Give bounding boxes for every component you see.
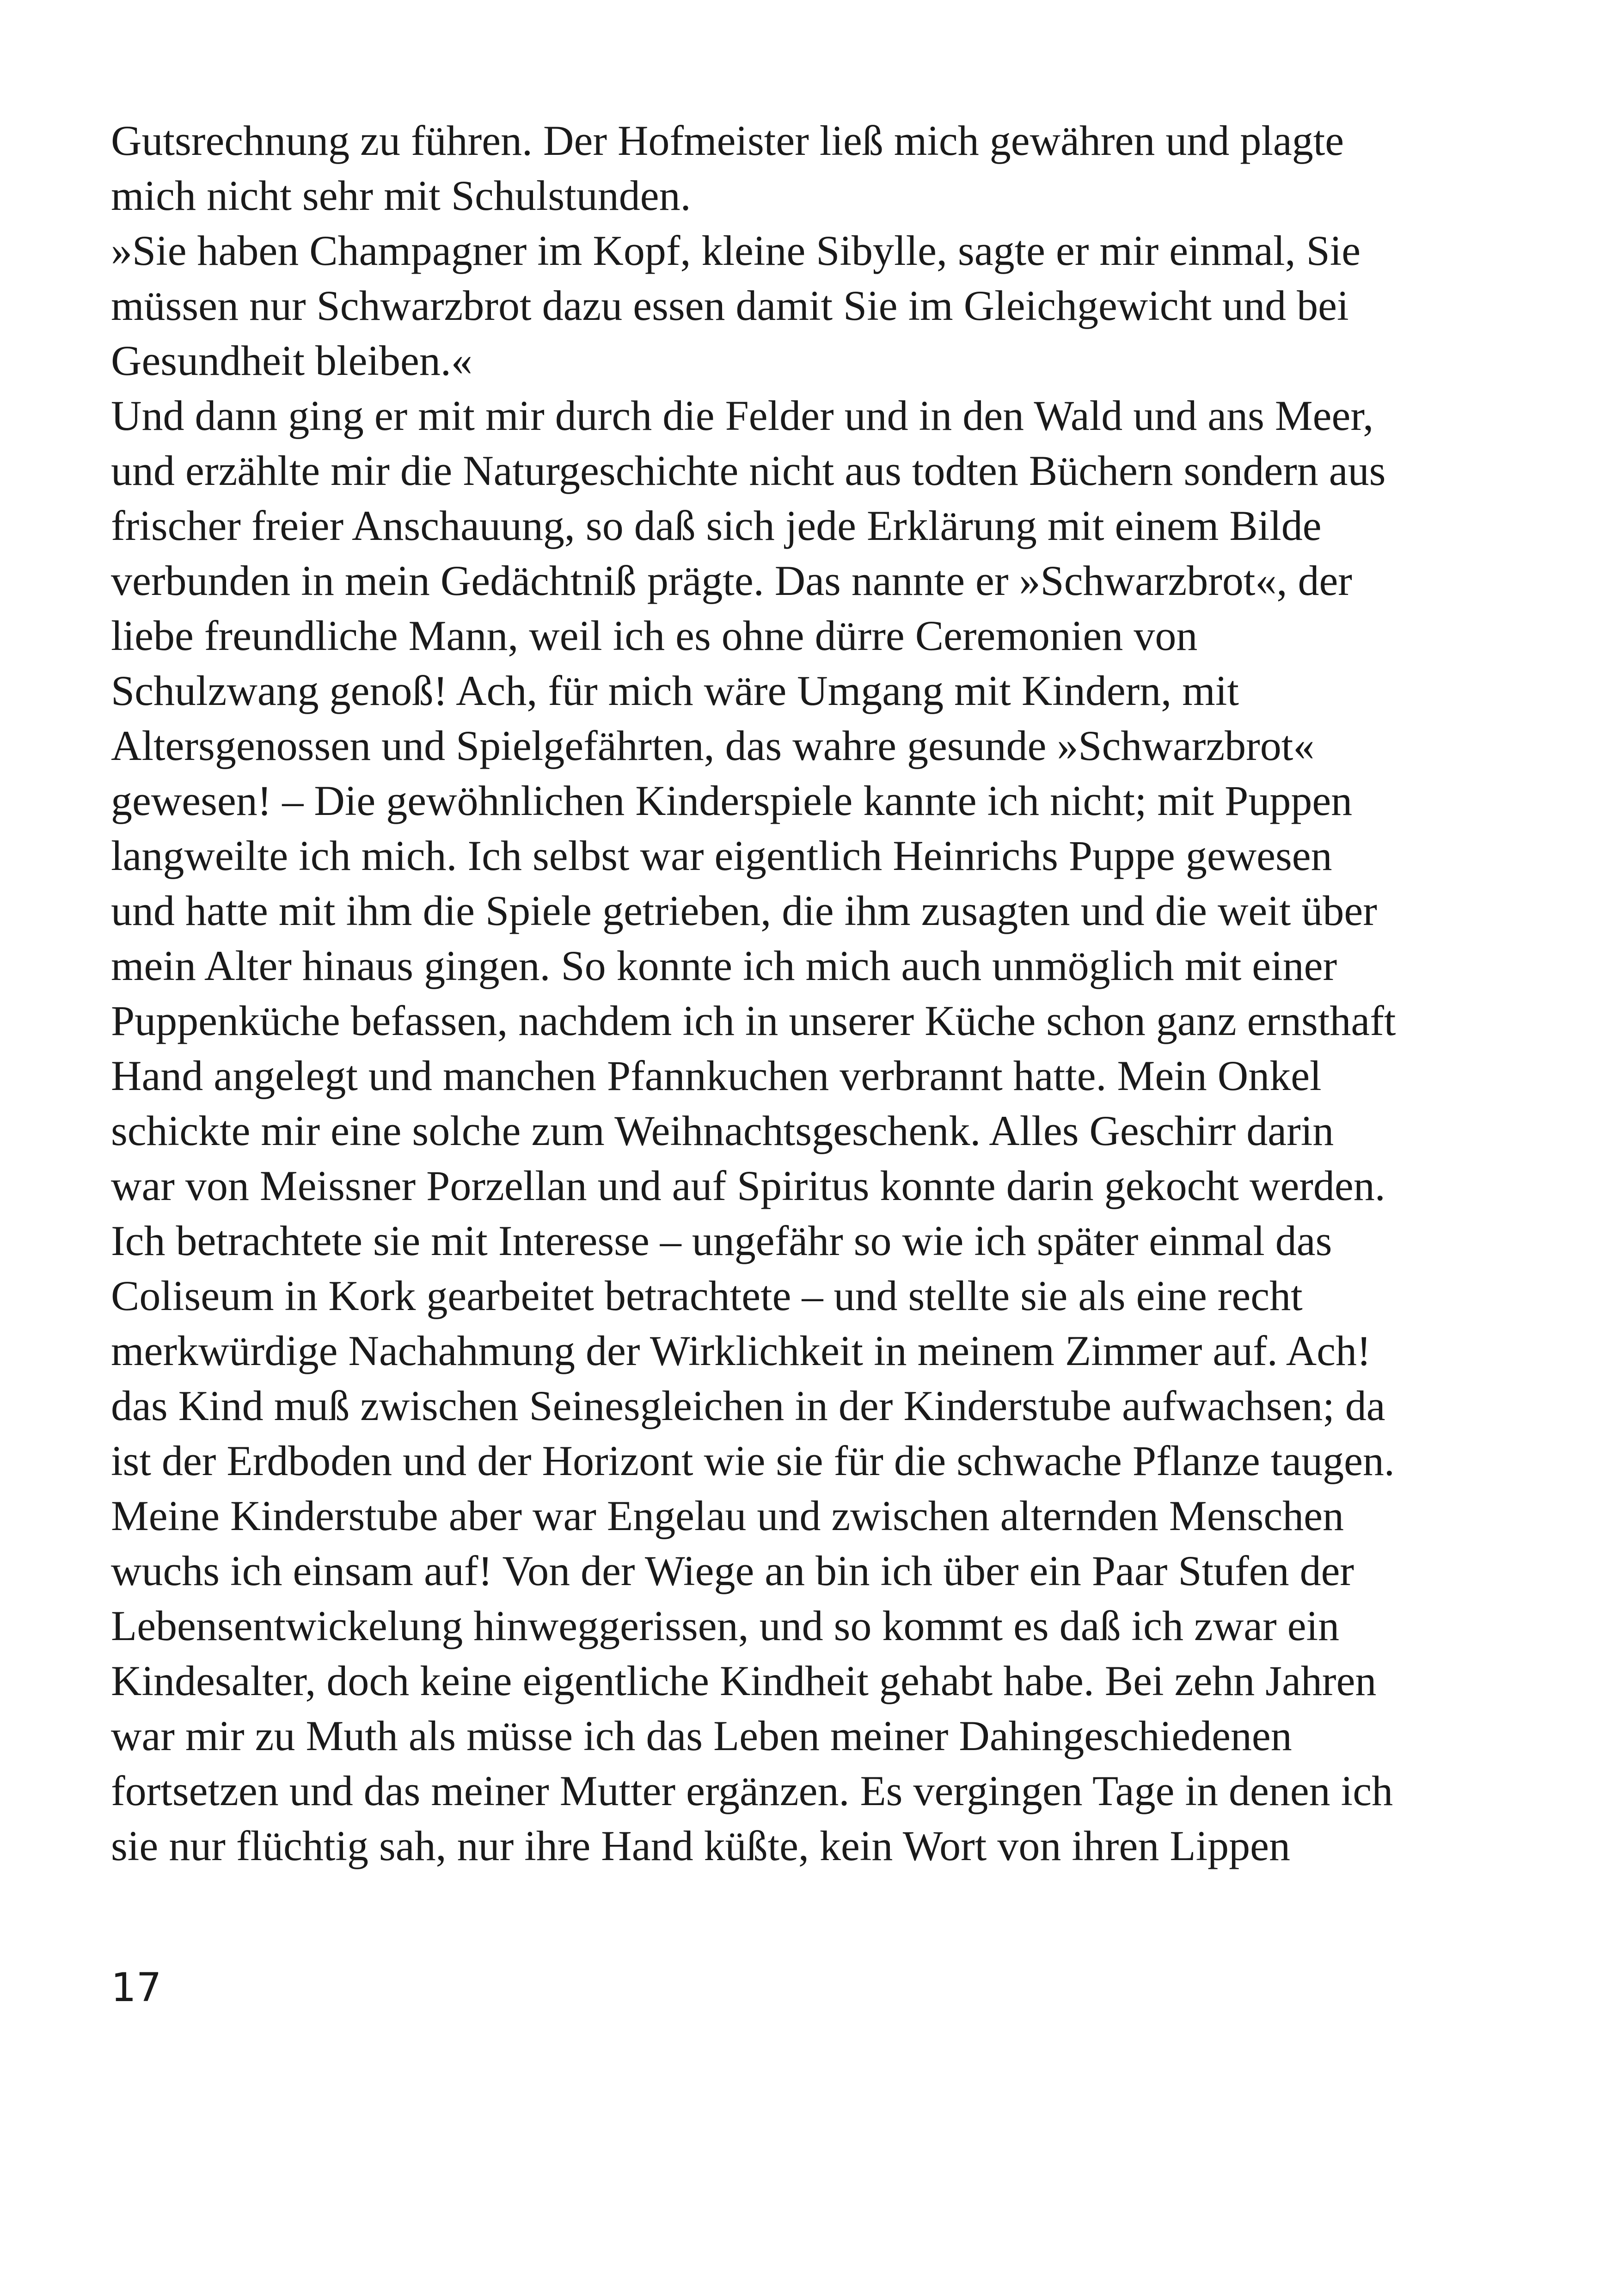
text-line: und erzählte mir die Naturgeschichte nicht aus todten Büchern sondern aus [111,447,1386,494]
text-line: schickte mir eine solche zum Weihnachtsgeschenk. Alles Geschirr darin [111,1107,1334,1154]
text-line: Lebensentwickelung hinweggerissen, und so kommt es daß ich zwar ein [111,1602,1340,1649]
text-line: mein Alter hinaus gingen. So konnte ich mich auch unmöglich mit einer [111,942,1337,989]
text-line: merkwürdige Nachahmung der Wirklichkeit in meinem Zimmer auf. Ach! [111,1327,1371,1374]
text-line: Ich betrachtete sie mit Interesse – ungefähr so wie ich später einmal das [111,1217,1332,1264]
text-line: müssen nur Schwarzbrot dazu essen damit Sie im Gleichgewicht und bei [111,282,1349,329]
text-line: Schulzwang genoß! Ach, für mich wäre Umgang mit Kindern, mit [111,667,1239,714]
text-line: »Sie haben Champagner im Kopf, kleine Sibylle, sagte er mir einmal, Sie [111,227,1361,274]
body-text [111,113,1526,1874]
text-line: Coliseum in Kork gearbeitet betrachtete – und stellte sie als eine recht [111,1272,1303,1319]
text-line: war von Meissner Porzellan und auf Spiritus konnte darin gekocht werden. [111,1162,1385,1209]
text-line: Hand angelegt und manchen Pfannkuchen verbrannt hatte. Mein Onkel [111,1052,1322,1099]
text-line: Und dann ging er mit mir durch die Felder und in den Wald und ans Meer, [111,392,1374,439]
text-line: Kindesalter, doch keine eigentliche Kindheit gehabt habe. Bei zehn Jahren [111,1657,1377,1704]
text-line: frischer freier Anschauung, so daß sich jede Erklärung mit einem Bilde [111,502,1322,549]
text-line: mich nicht sehr mit Schulstunden. [111,172,691,219]
text-line: Gesundheit bleiben.« [111,337,472,384]
text-line: verbunden in mein Gedächtniß prägte. Das nannte er »Schwarzbrot«, der [111,557,1352,604]
text-line: Gutsrechnung zu führen. Der Hofmeister ließ mich gewähren und plagte [111,117,1344,164]
text-line: Meine Kinderstube aber war Engelau und zwischen alternden Menschen [111,1492,1344,1539]
text-line: Puppenküche befassen, nachdem ich in unserer Küche schon ganz ernsthaft [111,997,1396,1044]
text-line: wuchs ich einsam auf! Von der Wiege an bin ich über ein Paar Stufen der [111,1547,1354,1594]
text-line: ist der Erdboden und der Horizont wie sie für die schwache Pflanze taugen. [111,1437,1395,1484]
text-line: war mir zu Muth als müsse ich das Leben meiner Dahingeschiedenen [111,1712,1292,1759]
text-line: das Kind muß zwischen Seinesgleichen in der Kinderstube aufwachsen; da [111,1382,1385,1429]
text-line: und hatte mit ihm die Spiele getrieben, die ihm zusagten und die weit über [111,887,1377,934]
text-line: liebe freundliche Mann, weil ich es ohne dürre Ceremonien von [111,612,1198,659]
text-line: Altersgenossen und Spielgefährten, das wahre gesunde »Schwarzbrot« [111,722,1315,769]
text-line: fortsetzen und das meiner Mutter ergänzen. Es vergingen Tage in denen ich [111,1767,1393,1814]
page-number: 17 [111,1965,162,2011]
text-line: gewesen! – Die gewöhnlichen Kinderspiele kannte ich nicht; mit Puppen [111,777,1353,824]
text-line: langweilte ich mich. Ich selbst war eigentlich Heinrichs Puppe gewesen [111,832,1332,879]
text-line: sie nur flüchtig sah, nur ihre Hand küßte, kein Wort von ihren Lippen [111,1822,1290,1869]
